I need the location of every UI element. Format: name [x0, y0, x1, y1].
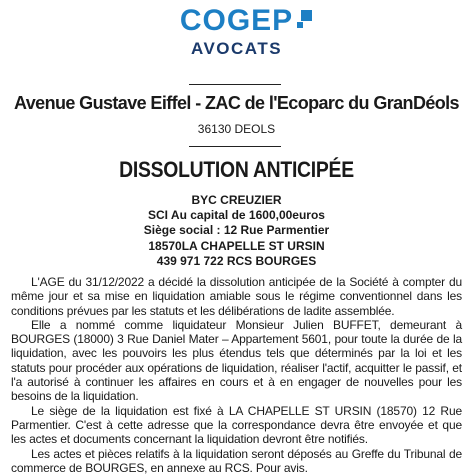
company-block: [0, 193, 473, 269]
notice-body: [11, 275, 462, 475]
paragraph: Le siège de la liquidation est fixé à LA CHAPELLE ST URSIN (18570) 12 Rue Parmentier. C'est à cette adresse que la correspondance devra être envoyée et que les actes et documents concernant la liquidation devront être notifiés.: [11, 403, 462, 447]
logo-squares-icon: [301, 10, 313, 22]
company-rcs: 439 971 722 RCS BOURGES: [156, 253, 317, 268]
logo-brand: [180, 6, 293, 36]
company-seat: Siège social : 12 Rue Parmentier: [143, 223, 330, 238]
paragraph: Elle a nommé comme liquidateur Monsieur Julien BUFFET, demeurant à BOURGES (18000) 3 Rue Daniel Mater – Appartement 5601, pour toute la durée de la liquidation, avec les pouvoirs les plus étendus tels que déterminés par la loi et les statuts pour procéder aux opérations de liquidation, réaliser l'actif, acquitter le passif, et l'a autorisé à continuer les affaires en cours et à en engager de nouvelles pour les besoins de la liquidation.: [11, 317, 462, 404]
notice-title: DISSOLUTION ANTICIPÉE: [119, 157, 354, 182]
logo-brand-text: COGEP: [179, 4, 294, 37]
paragraph: L'AGE du 31/12/2022 a décidé la dissolution anticipée de la Société à compter du même jour et sa mise en liquidation amiable sous le régime conventionnel dans les conditions prévues par les statuts et les délibérations de ladite assemblée.: [11, 275, 462, 318]
cogep-logo: [0, 6, 473, 58]
logo-subtitle: AVOCATS: [190, 39, 283, 58]
company-name: BYC CREUZIER: [191, 193, 282, 207]
paragraph: Les actes et pièces relatifs à la liquidation seront déposés au Greffe du Tribunal de commerce de BOURGES, en annexe au RCS. Pour avis.: [11, 446, 462, 475]
divider-top: [189, 84, 281, 85]
firm-address: Avenue Gustave Eiffel - ZAC de l'Ecoparc du GranDéols: [14, 93, 459, 113]
firm-city: 36130 DEOLS: [197, 122, 276, 136]
divider-middle: [189, 146, 281, 147]
company-capital: SCI Au capital de 1600,00euros: [148, 208, 325, 223]
company-postal: 18570LA CHAPELLE ST URSIN: [148, 238, 325, 253]
